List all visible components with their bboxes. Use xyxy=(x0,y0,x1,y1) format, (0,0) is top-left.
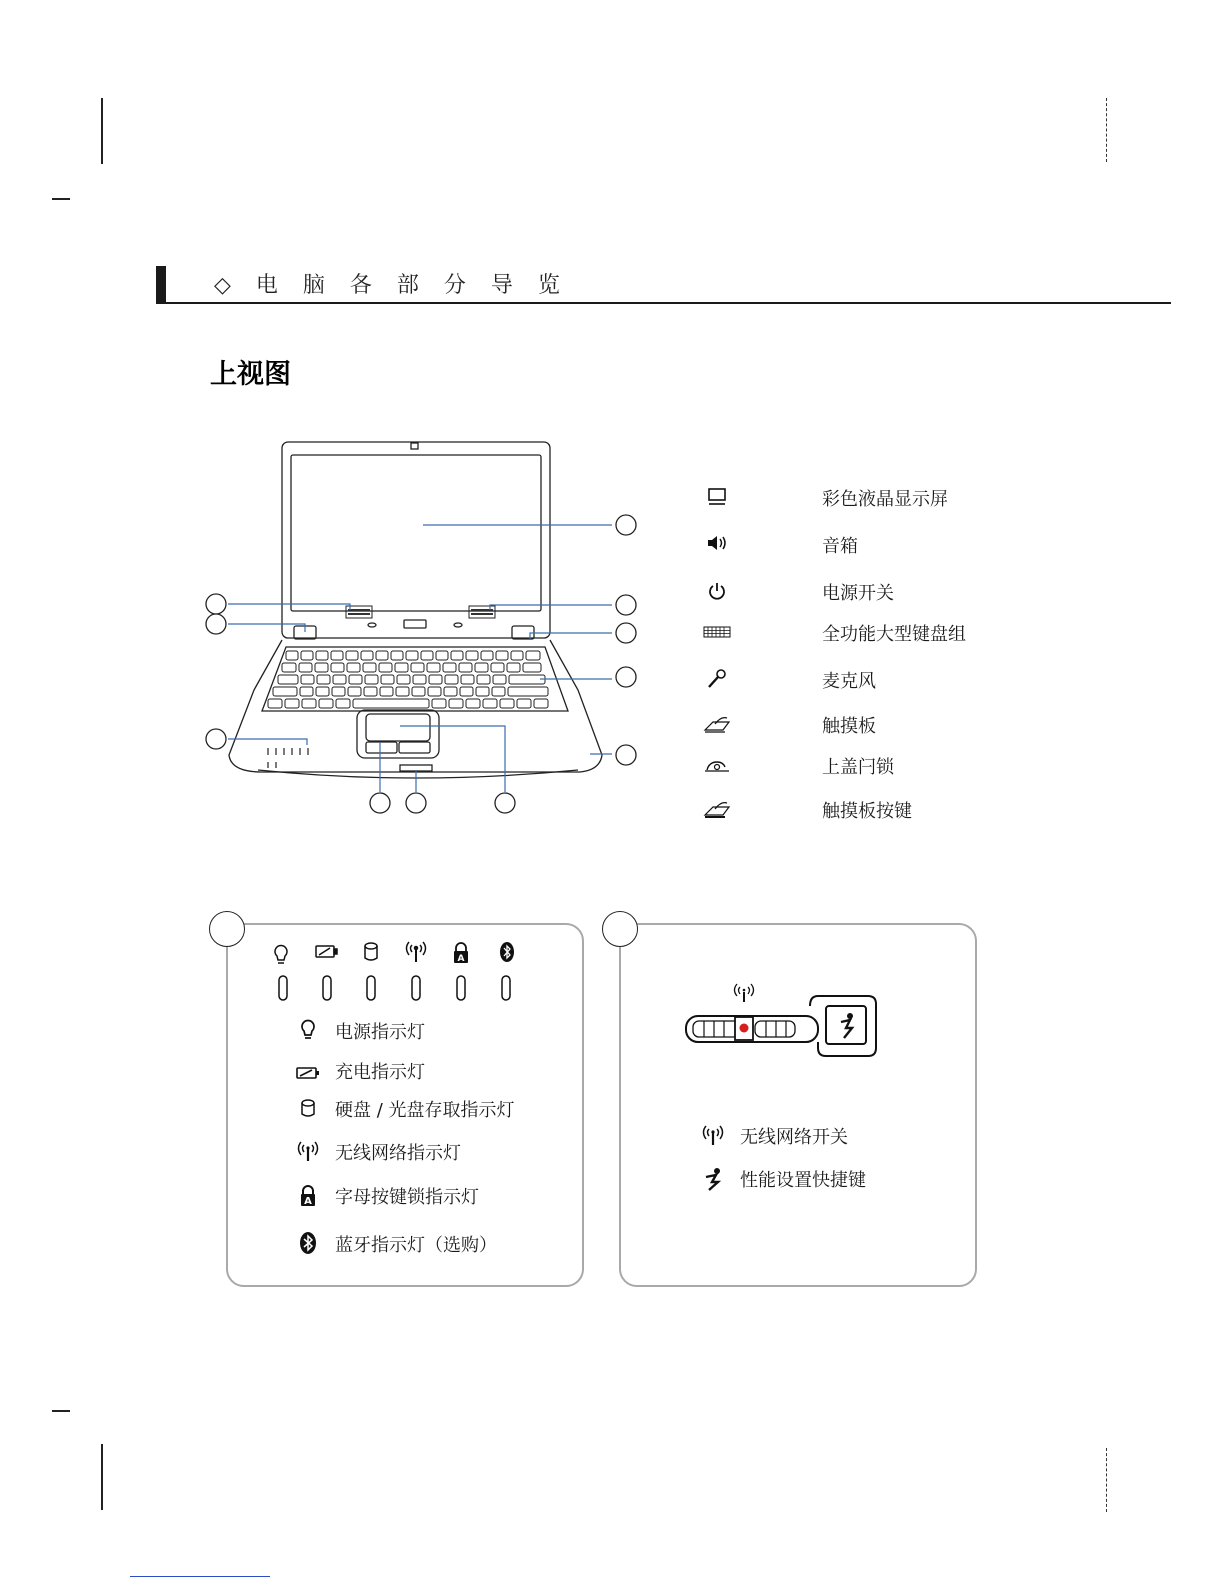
indicator-label-wireless: 无线网络指示灯 xyxy=(335,1143,461,1164)
crop-mark-bottom-left-vertical xyxy=(101,1444,103,1510)
display-icon xyxy=(700,485,734,509)
indicator-label-caps-lock: 字母按键锁指示灯 xyxy=(335,1187,479,1208)
legend-label-microphone: 麦克风 xyxy=(822,671,876,692)
indicator-icon-row xyxy=(260,938,520,1008)
page-title: 上视图 xyxy=(210,359,291,390)
switch-label-wireless: 无线网络开关 xyxy=(740,1127,848,1148)
power-icon xyxy=(700,579,734,603)
touchpad-icon xyxy=(700,712,734,736)
keyboard-icon xyxy=(700,620,734,644)
indicator-label-bluetooth: 蓝牙指示灯（选购） xyxy=(335,1235,497,1256)
legend-label-power: 电源开关 xyxy=(822,583,894,604)
wireless-switch-illustration xyxy=(680,982,885,1064)
lid-latch-icon xyxy=(700,753,734,777)
indicator-panel-callout xyxy=(209,911,245,947)
footer-link-underline xyxy=(130,1576,270,1577)
legend-label-lid-latch: 上盖闩锁 xyxy=(822,757,894,778)
wireless-icon xyxy=(296,1139,320,1163)
speaker-icon xyxy=(700,531,734,555)
crop-mark-top-left-vertical xyxy=(101,98,103,164)
hdd-icon xyxy=(296,1097,320,1121)
indicator-label-power: 电源指示灯 xyxy=(335,1022,425,1043)
laptop-top-view-illustration xyxy=(190,435,650,825)
wireless-icon xyxy=(701,1123,725,1147)
crop-mark-top-right xyxy=(1106,98,1107,162)
switch-panel xyxy=(619,923,977,1287)
section-title: ◇ 电 脑 各 部 分 导 览 xyxy=(214,273,569,298)
section-marker-bar xyxy=(156,266,166,304)
caps-lock-icon xyxy=(296,1184,320,1208)
switch-label-performance: 性能设置快捷键 xyxy=(740,1170,866,1191)
svg-text:A: A xyxy=(457,954,465,964)
crop-mark-bottom-right xyxy=(1106,1448,1107,1512)
section-rule xyxy=(156,302,1171,304)
touchpad-buttons-icon xyxy=(700,797,734,821)
legend-label-touchpad: 触摸板 xyxy=(822,716,876,737)
legend-label-speaker: 音箱 xyxy=(822,536,858,557)
power-bulb-icon xyxy=(296,1018,320,1042)
indicator-label-hdd: 硬盘 / 光盘存取指示灯 xyxy=(335,1100,515,1121)
crop-mark-bottom-left-horizontal xyxy=(52,1410,70,1412)
battery-charge-icon xyxy=(296,1061,320,1085)
microphone-icon xyxy=(700,667,734,691)
legend-label-keyboard: 全功能大型键盘组 xyxy=(822,624,966,645)
crop-mark-top-left-horizontal xyxy=(52,198,70,200)
legend-label-touchpad-buttons: 触摸板按键 xyxy=(822,801,912,822)
indicator-label-charge: 充电指示灯 xyxy=(335,1062,425,1083)
svg-text:A: A xyxy=(304,1196,312,1207)
switch-status-dot xyxy=(740,1024,749,1033)
bluetooth-icon xyxy=(296,1231,320,1255)
switch-panel-callout xyxy=(602,911,638,947)
legend-label-display: 彩色液晶显示屏 xyxy=(822,489,948,510)
performance-icon xyxy=(701,1167,725,1191)
